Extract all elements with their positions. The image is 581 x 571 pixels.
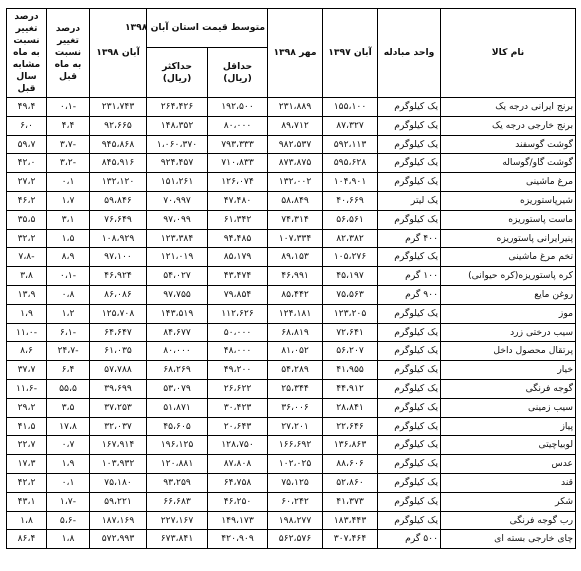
aban-1397-cell: ۵۶،۲۰۷ bbox=[323, 342, 378, 361]
aban-1398-cell: ۹۲،۶۶۵ bbox=[90, 116, 147, 135]
pct-month-cell: ۴،۴ bbox=[47, 116, 90, 135]
pct-month-cell: ۱،۹ bbox=[47, 455, 90, 474]
mehr-1398-cell: ۲۵،۳۴۴ bbox=[268, 379, 323, 398]
item-name-cell: پنیرایرانی پاستوریزه bbox=[441, 229, 576, 248]
min-price-cell: ۱۲۸،۷۵۰ bbox=[208, 436, 268, 455]
unit-cell: یک کیلوگرم bbox=[378, 323, 441, 342]
item-name-cell: لوبیاچیتی bbox=[441, 436, 576, 455]
pct-month-cell: ۱،۲ bbox=[47, 304, 90, 323]
mehr-1398-cell: ۵۶۲،۵۷۶ bbox=[268, 530, 323, 549]
max-price-cell: ۹۳،۲۵۹ bbox=[147, 473, 208, 492]
aban-1397-cell: ۵۹۲،۱۱۳ bbox=[323, 135, 378, 154]
min-price-cell: ۸۰،۰۰۰ bbox=[208, 116, 268, 135]
aban-1397-cell: ۵۲،۸۶۰ bbox=[323, 473, 378, 492]
mehr-1398-cell: ۸۹،۷۱۲ bbox=[268, 116, 323, 135]
table-row bbox=[7, 173, 576, 192]
pct-year-cell: ۲۲،۷ bbox=[7, 436, 47, 455]
aban-1398-cell: ۱۶۷،۹۱۴ bbox=[90, 436, 147, 455]
aban-1398-cell: ۳۷،۲۵۳ bbox=[90, 398, 147, 417]
mehr-1398-cell: ۱۰۲،۰۲۵ bbox=[268, 455, 323, 474]
table-row bbox=[7, 398, 576, 417]
aban-1398-cell: ۱۸۷،۱۶۹ bbox=[90, 511, 147, 530]
pct-month-cell: ۶،۴ bbox=[47, 361, 90, 380]
max-price-cell: ۷۰،۹۹۷ bbox=[147, 191, 208, 210]
pct-year-cell: ۱۳،۹ bbox=[7, 285, 47, 304]
unit-cell: یک کیلوگرم bbox=[378, 473, 441, 492]
max-price-cell: ۹۷،۰۹۹ bbox=[147, 210, 208, 229]
item-name-cell: روغن مایع bbox=[441, 285, 576, 304]
item-name-cell: پرتقال محصول داخل bbox=[441, 342, 576, 361]
min-price-cell: ۵۰،۰۰۰ bbox=[208, 323, 268, 342]
aban-1398-cell: ۳۲،۰۳۷ bbox=[90, 417, 147, 436]
pct-month-cell: -۱،۷ bbox=[47, 492, 90, 511]
pct-year-cell: ۳۲،۲ bbox=[7, 229, 47, 248]
header-mehr-1398: مهر ۱۳۹۸ bbox=[268, 9, 323, 98]
aban-1398-cell: ۵۹،۲۲۱ bbox=[90, 492, 147, 511]
min-price-cell: ۴۸،۰۰۰ bbox=[208, 342, 268, 361]
min-price-cell: ۶۴،۷۵۸ bbox=[208, 473, 268, 492]
pct-year-cell: ۴۳،۱ bbox=[7, 492, 47, 511]
max-price-cell: ۵۳،۰۷۹ bbox=[147, 379, 208, 398]
pct-year-cell: ۱،۸ bbox=[7, 511, 47, 530]
pct-year-cell: -۷،۸ bbox=[7, 248, 47, 267]
min-price-cell: ۴۹،۲۰۰ bbox=[208, 361, 268, 380]
pct-month-cell: -۶،۱ bbox=[47, 323, 90, 342]
aban-1397-cell: ۸۸،۶۰۶ bbox=[323, 455, 378, 474]
item-name-cell: چای خارجی بسته ای bbox=[441, 530, 576, 549]
header-province-average: متوسط قیمت استان آبان ۱۳۹۸ bbox=[147, 9, 268, 48]
pct-year-cell: ۸،۶ bbox=[7, 342, 47, 361]
min-price-cell: ۷۹،۸۵۴ bbox=[208, 285, 268, 304]
pct-year-cell: ۴۹،۴ bbox=[7, 98, 47, 117]
max-price-cell: ۴۵،۶۰۵ bbox=[147, 417, 208, 436]
aban-1398-cell: ۱۰۸،۹۲۹ bbox=[90, 229, 147, 248]
aban-1398-cell: ۱۲۵،۷۰۸ bbox=[90, 304, 147, 323]
item-name-cell: ماست پاستوریزه bbox=[441, 210, 576, 229]
pct-year-cell: ۳۷،۷ bbox=[7, 361, 47, 380]
table-row bbox=[7, 135, 576, 154]
mehr-1398-cell: ۱۳۲،۰۰۲ bbox=[268, 173, 323, 192]
table-row bbox=[7, 379, 576, 398]
unit-cell: یک کیلوگرم bbox=[378, 98, 441, 117]
table-row bbox=[7, 267, 576, 286]
pct-year-cell: -۱۱،۶ bbox=[7, 379, 47, 398]
aban-1397-cell: ۱۵۵،۱۰۰ bbox=[323, 98, 378, 117]
mehr-1398-cell: ۳۶،۰۰۶ bbox=[268, 398, 323, 417]
item-name-cell: گوشت گوسفند bbox=[441, 135, 576, 154]
table-row bbox=[7, 511, 576, 530]
unit-cell: یک کیلوگرم bbox=[378, 417, 441, 436]
item-name-cell: گوجه فرنگی bbox=[441, 379, 576, 398]
aban-1397-cell: ۴۵،۱۹۷ bbox=[323, 267, 378, 286]
aban-1397-cell: ۱۰۴،۹۰۱ bbox=[323, 173, 378, 192]
max-price-cell: ۶۶،۶۸۳ bbox=[147, 492, 208, 511]
max-price-cell: ۱۲۱،۰۱۹ bbox=[147, 248, 208, 267]
unit-cell: ۴۰۰ گرم bbox=[378, 229, 441, 248]
table-row bbox=[7, 530, 576, 549]
table-row bbox=[7, 304, 576, 323]
min-price-cell: ۱۴۹،۱۷۳ bbox=[208, 511, 268, 530]
item-name-cell: موز bbox=[441, 304, 576, 323]
min-price-cell: ۸۷،۸۰۸ bbox=[208, 455, 268, 474]
aban-1397-cell: ۴۱،۳۷۳ bbox=[323, 492, 378, 511]
min-price-cell: ۱۲۶،۰۷۴ bbox=[208, 173, 268, 192]
max-price-cell: ۱،۰۶۰،۳۷۰ bbox=[147, 135, 208, 154]
pct-month-cell: ۰،۱ bbox=[47, 173, 90, 192]
mehr-1398-cell: ۱۹۸،۲۷۷ bbox=[268, 511, 323, 530]
pct-year-cell: ۶،۰ bbox=[7, 116, 47, 135]
table-row bbox=[7, 116, 576, 135]
unit-cell: ۹۰۰ گرم bbox=[378, 285, 441, 304]
unit-cell: یک کیلوگرم bbox=[378, 379, 441, 398]
price-table-container bbox=[6, 8, 575, 563]
table-row bbox=[7, 98, 576, 117]
unit-cell: یک کیلوگرم bbox=[378, 398, 441, 417]
pct-year-cell: ۴۶،۲ bbox=[7, 191, 47, 210]
unit-cell: ۱۰۰ گرم bbox=[378, 267, 441, 286]
aban-1398-cell: ۱۰۳،۹۳۲ bbox=[90, 455, 147, 474]
pct-month-cell: -۵،۶ bbox=[47, 511, 90, 530]
unit-cell: یک کیلوگرم bbox=[378, 436, 441, 455]
table-row bbox=[7, 248, 576, 267]
item-name-cell: گوشت گاو/گوساله bbox=[441, 154, 576, 173]
table-row bbox=[7, 436, 576, 455]
aban-1398-cell: ۲۳۱،۷۴۳ bbox=[90, 98, 147, 117]
mehr-1398-cell: ۱۰۷،۳۳۴ bbox=[268, 229, 323, 248]
max-price-cell: ۱۹۶،۱۲۵ bbox=[147, 436, 208, 455]
unit-cell: یک کیلوگرم bbox=[378, 154, 441, 173]
mehr-1398-cell: ۲۷،۲۰۱ bbox=[268, 417, 323, 436]
unit-cell: ۵۰۰ گرم bbox=[378, 530, 441, 549]
pct-month-cell: -۲۴،۷ bbox=[47, 342, 90, 361]
table-row bbox=[7, 285, 576, 304]
item-name-cell: عدس bbox=[441, 455, 576, 474]
item-name-cell: شکر bbox=[441, 492, 576, 511]
aban-1397-cell: ۸۷،۳۲۷ bbox=[323, 116, 378, 135]
max-price-cell: ۱۴۸،۳۵۲ bbox=[147, 116, 208, 135]
pct-month-cell: ۳،۱ bbox=[47, 210, 90, 229]
aban-1397-cell: ۷۵،۵۶۳ bbox=[323, 285, 378, 304]
aban-1397-cell: ۲۸،۸۴۱ bbox=[323, 398, 378, 417]
min-price-cell: ۴۷،۴۸۰ bbox=[208, 191, 268, 210]
unit-cell: یک کیلوگرم bbox=[378, 116, 441, 135]
max-price-cell: ۲۲۷،۱۶۷ bbox=[147, 511, 208, 530]
header-unit: واحد مبادله bbox=[378, 9, 441, 98]
pct-month-cell: ۰،۸ bbox=[47, 285, 90, 304]
table-row bbox=[7, 473, 576, 492]
header-aban-1398: آبان ۱۳۹۸ bbox=[90, 9, 147, 98]
mehr-1398-cell: ۸۹،۱۵۳ bbox=[268, 248, 323, 267]
aban-1398-cell: ۸۴۵،۹۱۶ bbox=[90, 154, 147, 173]
unit-cell: یک کیلوگرم bbox=[378, 492, 441, 511]
mehr-1398-cell: ۵۸،۸۴۹ bbox=[268, 191, 323, 210]
item-name-cell: خیار bbox=[441, 361, 576, 380]
aban-1398-cell: ۵۹،۸۴۶ bbox=[90, 191, 147, 210]
header-min-price: حداقل (ریال) bbox=[208, 48, 268, 98]
item-name-cell: سیب درختی زرد bbox=[441, 323, 576, 342]
max-price-cell: ۸۰،۰۰۰ bbox=[147, 342, 208, 361]
table-row bbox=[7, 210, 576, 229]
pct-month-cell: -۰،۱ bbox=[47, 98, 90, 117]
unit-cell: یک کیلوگرم bbox=[378, 342, 441, 361]
pct-year-cell: ۴۲،۲ bbox=[7, 473, 47, 492]
min-price-cell: ۴۳،۴۷۴ bbox=[208, 267, 268, 286]
aban-1397-cell: ۱۸۳،۴۴۳ bbox=[323, 511, 378, 530]
unit-cell: یک لیتر bbox=[378, 191, 441, 210]
pct-year-cell: ۳۵،۵ bbox=[7, 210, 47, 229]
aban-1397-cell: ۴۱،۹۵۵ bbox=[323, 361, 378, 380]
mehr-1398-cell: ۸۵،۴۴۲ bbox=[268, 285, 323, 304]
item-name-cell: سیب زمینی bbox=[441, 398, 576, 417]
pct-year-cell: ۳،۸ bbox=[7, 267, 47, 286]
aban-1397-cell: ۷۲،۶۴۱ bbox=[323, 323, 378, 342]
item-name-cell: تخم مرغ ماشینی bbox=[441, 248, 576, 267]
table-row bbox=[7, 455, 576, 474]
min-price-cell: ۴۲۰،۹۰۹ bbox=[208, 530, 268, 549]
item-name-cell: رب گوجه فرنگی bbox=[441, 511, 576, 530]
max-price-cell: ۵۱،۸۷۱ bbox=[147, 398, 208, 417]
pct-month-cell: ۱۷،۸ bbox=[47, 417, 90, 436]
mehr-1398-cell: ۷۵،۱۲۵ bbox=[268, 473, 323, 492]
min-price-cell: ۶۱،۳۴۲ bbox=[208, 210, 268, 229]
mehr-1398-cell: ۱۶۶،۶۹۲ bbox=[268, 436, 323, 455]
min-price-cell: ۷۱۰،۸۳۳ bbox=[208, 154, 268, 173]
max-price-cell: ۱۵۱،۲۶۱ bbox=[147, 173, 208, 192]
max-price-cell: ۶۷۳،۸۴۱ bbox=[147, 530, 208, 549]
aban-1398-cell: ۸۶،۰۸۶ bbox=[90, 285, 147, 304]
max-price-cell: ۲۶۴،۴۲۶ bbox=[147, 98, 208, 117]
pct-month-cell: ۰،۷ bbox=[47, 436, 90, 455]
item-name-cell: شیرپاستوریزه bbox=[441, 191, 576, 210]
mehr-1398-cell: ۷۴،۳۱۴ bbox=[268, 210, 323, 229]
pct-year-cell: ۵۹،۷ bbox=[7, 135, 47, 154]
table-row bbox=[7, 229, 576, 248]
unit-cell: یک کیلوگرم bbox=[378, 455, 441, 474]
aban-1397-cell: ۱۳۶،۸۶۳ bbox=[323, 436, 378, 455]
table-row bbox=[7, 191, 576, 210]
pct-year-cell: -۱۱،۰ bbox=[7, 323, 47, 342]
unit-cell: یک کیلوگرم bbox=[378, 210, 441, 229]
item-name-cell: برنج ایرانی درجه یک bbox=[441, 98, 576, 117]
mehr-1398-cell: ۱۲۴،۱۸۱ bbox=[268, 304, 323, 323]
aban-1398-cell: ۶۱،۰۳۵ bbox=[90, 342, 147, 361]
min-price-cell: ۲۰،۶۴۳ bbox=[208, 417, 268, 436]
pct-month-cell: -۳،۲ bbox=[47, 154, 90, 173]
pct-year-cell: ۴۱،۵ bbox=[7, 417, 47, 436]
table-row bbox=[7, 342, 576, 361]
item-name-cell: مرغ ماشینی bbox=[441, 173, 576, 192]
aban-1397-cell: ۴۴،۹۱۲ bbox=[323, 379, 378, 398]
header-aban-1397: آبان ۱۳۹۷ bbox=[323, 9, 378, 98]
header-max-price: حداکثر (ریال) bbox=[147, 48, 208, 98]
pct-month-cell: ۱،۵ bbox=[47, 229, 90, 248]
aban-1397-cell: ۸۲،۳۸۲ bbox=[323, 229, 378, 248]
unit-cell: یک کیلوگرم bbox=[378, 135, 441, 154]
header-item-name: نام کالا bbox=[441, 9, 576, 98]
aban-1397-cell: ۲۲،۶۴۶ bbox=[323, 417, 378, 436]
unit-cell: یک کیلوگرم bbox=[378, 248, 441, 267]
table-body bbox=[7, 98, 576, 549]
aban-1398-cell: ۴۶،۹۲۴ bbox=[90, 267, 147, 286]
item-name-cell: قند bbox=[441, 473, 576, 492]
table-row bbox=[7, 323, 576, 342]
pct-month-cell: ۳،۵ bbox=[47, 398, 90, 417]
mehr-1398-cell: ۹۸۲،۵۳۷ bbox=[268, 135, 323, 154]
table-row bbox=[7, 417, 576, 436]
mehr-1398-cell: ۸۷۳،۸۷۵ bbox=[268, 154, 323, 173]
aban-1398-cell: ۳۹،۶۹۹ bbox=[90, 379, 147, 398]
pct-year-cell: ۲۹،۲ bbox=[7, 398, 47, 417]
table-row bbox=[7, 492, 576, 511]
mehr-1398-cell: ۵۴،۲۸۹ bbox=[268, 361, 323, 380]
item-name-cell: کره پاستوریزه(کره حیوانی) bbox=[441, 267, 576, 286]
min-price-cell: ۴۶،۲۵۰ bbox=[208, 492, 268, 511]
pct-month-cell: ۸،۹ bbox=[47, 248, 90, 267]
max-price-cell: ۹۷،۷۵۵ bbox=[147, 285, 208, 304]
min-price-cell: ۹۴،۴۸۵ bbox=[208, 229, 268, 248]
min-price-cell: ۱۱۲،۶۲۶ bbox=[208, 304, 268, 323]
max-price-cell: ۱۲۳،۳۸۴ bbox=[147, 229, 208, 248]
aban-1397-cell: ۱۰۵،۲۷۶ bbox=[323, 248, 378, 267]
aban-1397-cell: ۵۶،۵۶۱ bbox=[323, 210, 378, 229]
item-name-cell: پیاز bbox=[441, 417, 576, 436]
aban-1398-cell: ۹۴۵،۸۶۸ bbox=[90, 135, 147, 154]
aban-1397-cell: ۵۹۵،۶۲۸ bbox=[323, 154, 378, 173]
price-table bbox=[6, 8, 576, 549]
mehr-1398-cell: ۶۸،۸۱۹ bbox=[268, 323, 323, 342]
pct-month-cell: -۳،۷ bbox=[47, 135, 90, 154]
max-price-cell: ۱۲۰،۸۸۱ bbox=[147, 455, 208, 474]
mehr-1398-cell: ۲۳۱،۸۸۹ bbox=[268, 98, 323, 117]
pct-year-cell: ۸۶،۴ bbox=[7, 530, 47, 549]
max-price-cell: ۹۲۴،۴۵۷ bbox=[147, 154, 208, 173]
unit-cell: یک کیلوگرم bbox=[378, 304, 441, 323]
pct-year-cell: ۱۷،۳ bbox=[7, 455, 47, 474]
table-row bbox=[7, 361, 576, 380]
min-price-cell: ۳۰،۴۲۳ bbox=[208, 398, 268, 417]
min-price-cell: ۲۶،۶۲۲ bbox=[208, 379, 268, 398]
aban-1398-cell: ۶۴،۶۴۷ bbox=[90, 323, 147, 342]
aban-1398-cell: ۵۷،۷۸۸ bbox=[90, 361, 147, 380]
min-price-cell: ۱۹۲،۵۰۰ bbox=[208, 98, 268, 117]
table-row bbox=[7, 154, 576, 173]
pct-month-cell: ۱،۸ bbox=[47, 530, 90, 549]
pct-year-cell: ۱،۹ bbox=[7, 304, 47, 323]
aban-1397-cell: ۳۰۷،۴۶۴ bbox=[323, 530, 378, 549]
min-price-cell: ۷۹۳،۳۳۳ bbox=[208, 135, 268, 154]
unit-cell: یک کیلوگرم bbox=[378, 361, 441, 380]
mehr-1398-cell: ۶۰،۲۴۲ bbox=[268, 492, 323, 511]
aban-1398-cell: ۷۶،۶۴۹ bbox=[90, 210, 147, 229]
aban-1398-cell: ۱۳۲،۱۲۰ bbox=[90, 173, 147, 192]
unit-cell: یک کیلوگرم bbox=[378, 511, 441, 530]
header-pct-change-year: درصد تغییر نسبت به ماه مشابه سال قبل bbox=[7, 9, 47, 98]
mehr-1398-cell: ۴۶،۹۹۱ bbox=[268, 267, 323, 286]
header-pct-change-month: درصد تغییر نسبت به ماه قبل bbox=[47, 9, 90, 98]
aban-1398-cell: ۹۷،۱۰۰ bbox=[90, 248, 147, 267]
item-name-cell: برنج خارجی درجه یک bbox=[441, 116, 576, 135]
max-price-cell: ۱۴۳،۵۱۹ bbox=[147, 304, 208, 323]
min-price-cell: ۸۵،۱۷۹ bbox=[208, 248, 268, 267]
aban-1397-cell: ۴۰،۶۶۹ bbox=[323, 191, 378, 210]
pct-year-cell: ۴۲،۰ bbox=[7, 154, 47, 173]
aban-1397-cell: ۱۲۳،۲۰۵ bbox=[323, 304, 378, 323]
pct-month-cell: ۰،۱ bbox=[47, 473, 90, 492]
max-price-cell: ۵۴،۰۲۷ bbox=[147, 267, 208, 286]
pct-month-cell: ۱،۷ bbox=[47, 191, 90, 210]
aban-1398-cell: ۵۷۲،۹۹۳ bbox=[90, 530, 147, 549]
pct-year-cell: ۲۷،۲ bbox=[7, 173, 47, 192]
unit-cell: یک کیلوگرم bbox=[378, 173, 441, 192]
pct-month-cell: -۰،۱ bbox=[47, 267, 90, 286]
max-price-cell: ۸۴،۶۷۷ bbox=[147, 323, 208, 342]
mehr-1398-cell: ۸۱،۰۵۲ bbox=[268, 342, 323, 361]
pct-month-cell: ۵۵،۵ bbox=[47, 379, 90, 398]
max-price-cell: ۶۸،۲۶۹ bbox=[147, 361, 208, 380]
aban-1398-cell: ۷۵،۱۸۰ bbox=[90, 473, 147, 492]
